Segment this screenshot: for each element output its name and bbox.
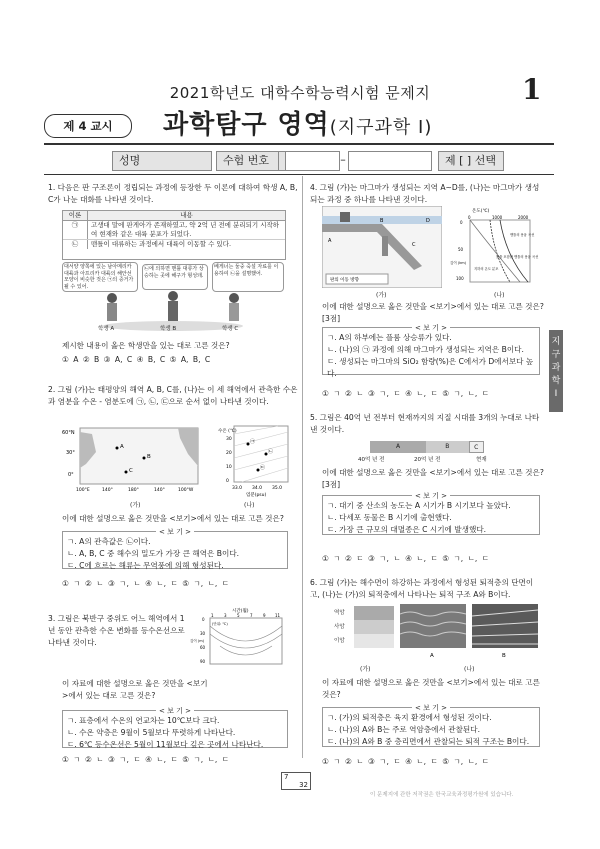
- q4-temp-1000: 1000: [492, 215, 503, 220]
- subject-main: 과학탐구 영역: [163, 110, 330, 140]
- q5-bogi-3: ㄷ. 가장 큰 규모의 대멸종은 C 시기에 발생했다.: [327, 525, 487, 534]
- q1-bubble-a: 대서양 양쪽에 있는 남아메리카 대륙과 아프리카 대륙의 해안선 모양이 비슷한 것은 ㉠의 증거가 될 수 있어.: [62, 262, 138, 292]
- q2-lon-1: 140°: [102, 488, 113, 493]
- q4-depth-50: 50: [458, 247, 464, 252]
- q1-row2-mark: ㉡: [63, 240, 88, 249]
- q4-caption-b: (나): [494, 292, 505, 299]
- q3-depth-0: 0: [202, 617, 205, 622]
- q6-layer-2: 사암: [334, 624, 345, 630]
- q4-bogi-label: < 보 기 >: [412, 324, 450, 332]
- q2-caption-a: (가): [130, 502, 141, 509]
- exam-number-label: 수험 번호: [216, 151, 286, 171]
- q4-bogi-1: ㄱ. A의 하부에는 플룸 상승류가 있다.: [327, 333, 452, 342]
- q5-time-bar: [370, 441, 484, 453]
- q2-ts-y-30: 30: [226, 437, 232, 442]
- exam-number-box-1[interactable]: [278, 151, 340, 171]
- q6-stem: 6. 그림 (가)는 해수면이 하강하는 과정에서 형성된 퇴적층의 단면이고, (나)는 (가)의 퇴적층에서 나타나는 퇴적 구조 A와 B이다.: [310, 578, 534, 599]
- q2-bogi-box: [62, 528, 288, 570]
- q2-bogi-1: ㄱ. A의 관측값은 ㉡이다.: [67, 537, 151, 546]
- q2-ts-x-35: 35.0: [272, 486, 283, 491]
- column-separator: [302, 176, 303, 758]
- q2-bogi-label: < 보 기 >: [156, 528, 194, 536]
- q4-depth-100: 100: [456, 276, 464, 281]
- q1-student-a: 학생 A: [98, 326, 115, 332]
- q2-ts-y-10: 10: [226, 465, 232, 470]
- q2-point-b: B: [147, 454, 151, 460]
- q6-structure-b: B: [502, 653, 506, 659]
- q5-tick-20: 20억 년 전: [414, 457, 441, 463]
- q5-bogi-box: [322, 492, 540, 535]
- q3-month-9: 9: [263, 613, 266, 618]
- copyright-notice: 이 문제지에 관한 저작권은 한국교육과정평가원에 있습니다.: [370, 792, 514, 798]
- q3-bogi-1: ㄱ. 표층에서 수온의 연교차는 10℃보다 크다.: [67, 716, 220, 725]
- namebar-rule: [44, 174, 554, 175]
- q5-question: 이에 대한 설명으로 옳은 것만을 <보기>에서 있는 대로 고른 것은? [3점]: [322, 468, 544, 489]
- q6-question: 이 자료에 대한 설명으로 옳은 것만을 <보기>에서 있는 대로 고른 것은?: [322, 678, 540, 699]
- q3-bogi-3: ㄷ. 6℃ 등수온선은 5월이 11월보다 깊은 곳에서 나타난다.: [67, 740, 264, 749]
- page-counter: [281, 772, 311, 790]
- q3-isotherm-graph: [190, 606, 290, 668]
- q6-bogi-3: ㄷ. (나)의 A와 B 중 층리면에서 관찰되는 퇴적 구조는 B이다.: [327, 737, 530, 746]
- choice-label: 제 [ ] 선택: [438, 151, 504, 171]
- q4-curve-3: 지하의 온도 분포: [474, 267, 499, 271]
- q2-ts-diagram: [218, 424, 294, 498]
- q4-curve-1: 맨틀의 용융 곡선: [510, 233, 535, 237]
- q3-month-1: 1: [211, 613, 214, 618]
- q6-fig-b-structures: [400, 604, 540, 660]
- q2-bogi-2: ㄴ. A, B, C 중 해수의 밀도가 가장 큰 해역은 B이다.: [67, 549, 240, 558]
- q1-stem: 1. 다음은 판 구조론이 정립되는 과정에 등장한 두 이론에 대하여 학생 A, B, C가 나눈 대화를 나타낸 것이다.: [48, 183, 298, 204]
- q3-depth-label: 깊이 (m): [190, 639, 205, 643]
- q1-table-head-content: 내용: [180, 211, 193, 219]
- q4-stem: 4. 그림 (가)는 마그마가 생성되는 지역 A~D를, (나)는 마그마가 생성되는 과정 중 하나를 나타낸 것이다.: [310, 183, 540, 204]
- q2-stem: 2. 그림 (가)는 태평양의 해역 A, B, C를, (나)는 이 세 해역에서 관측한 수온과 염분을 수온 - 염분도에 ㉠, ㉡, ㉢으로 순서 없이 나타낸 것이다.: [48, 385, 298, 406]
- q4-bogi-2: ㄴ. (나)의 ㉠ 과정에 의해 마그마가 생성되는 지역은 B이다.: [327, 345, 524, 354]
- q5-tick-now: 현재: [476, 457, 487, 463]
- session-badge: 제 4 교시: [44, 114, 132, 138]
- q2-ts-x-33: 33.0: [232, 486, 243, 491]
- q4-temp-0: 0: [468, 215, 471, 220]
- q2-ts-y-20: 20: [226, 451, 232, 456]
- q3-bogi-2: ㄴ. 수온 약층은 9월이 5월보다 뚜렷하게 나타난다.: [67, 728, 236, 737]
- q4-curve-2: 물을 포함한 맨틀의 용융 곡선: [496, 255, 539, 259]
- q2-ts-point-2: ㉡: [268, 449, 274, 455]
- q4-depth-label: 깊이 (km): [450, 261, 467, 265]
- q5-segment-a: A: [370, 441, 426, 453]
- q2-caption-b: (나): [244, 502, 255, 509]
- q4-bogi-3: ㄷ. 생성되는 마그마의 SiO₂ 함량(%)은 C에서가 D에서보다 높다.: [327, 357, 534, 378]
- exam-title: 2021학년도 대학수학능력시험 문제지: [169, 84, 431, 102]
- q1-row2-content: 맨틀이 대류하는 과정에서 대륙이 이동할 수 있다.: [91, 240, 232, 248]
- q6-bogi-1: ㄱ. (가)의 퇴적층은 육지 환경에서 형성된 것이다.: [327, 713, 492, 722]
- q2-pacific-map: [62, 424, 222, 494]
- q6-bogi-box: [322, 704, 540, 747]
- q2-ts-xlabel: 염분(psu): [246, 493, 267, 498]
- q1-student-b: 학생 B: [160, 326, 177, 332]
- q6-fig-a-layers: [334, 606, 394, 650]
- q5-tick-40: 40억 년 전: [358, 457, 385, 463]
- q4-point-d: D: [426, 218, 430, 224]
- q2-lon-3: 140°: [154, 488, 165, 493]
- q4-fig-a-subduction: [322, 206, 442, 288]
- q1-discussion-figure: [62, 262, 284, 332]
- q2-bogi-3: ㄷ. C에 흐르는 해류는 무역풍에 의해 형성된다.: [67, 561, 224, 570]
- q5-bogi-label: < 보 기 >: [412, 492, 450, 500]
- q2-ts-point-3: ㉢: [260, 465, 266, 471]
- q4-caption-a: (가): [376, 292, 387, 299]
- q5-bogi-2: ㄴ. 다세포 동물은 B 시기에 출현했다.: [327, 513, 452, 522]
- q4-temp-2000: 2000: [518, 215, 529, 220]
- q4-fig-b-melting-curves: [450, 206, 545, 288]
- subject-title: [163, 104, 432, 141]
- q6-caption-b: (나): [464, 666, 475, 673]
- q4-depth-0: 0: [460, 220, 463, 225]
- q2-options[interactable]: ① ㄱ ② ㄴ ③ ㄱ, ㄴ ④ ㄴ, ㄷ ⑤ ㄱ, ㄴ, ㄷ: [62, 579, 230, 588]
- q2-ts-ylabel: 수온 (℃): [218, 429, 237, 434]
- q2-point-c: C: [129, 468, 133, 474]
- q1-options[interactable]: ① A ② B ③ A, C ④ B, C ⑤ A, B, C: [62, 355, 211, 364]
- q6-bogi-label: < 보 기 >: [412, 704, 450, 712]
- q6-layer-1: 역암: [334, 610, 345, 616]
- q3-bogi-label: < 보 기 >: [156, 707, 194, 715]
- q3-graph-title: 시간(월): [232, 609, 249, 614]
- q1-bubble-b: ㉡에 의하면 맨틀 대류가 상승하는 곳에 해구가 형성돼.: [142, 264, 208, 290]
- q3-depth-90: 90: [200, 659, 206, 664]
- subject-sub: (지구과학 I): [329, 117, 433, 138]
- q2-ts-point-1: ㉠: [250, 439, 256, 445]
- q4-bogi-box: [322, 324, 540, 378]
- q2-ts-x-34: 34.0: [252, 486, 263, 491]
- q3-month-11: 11: [275, 613, 281, 618]
- q6-structure-a: A: [430, 653, 434, 659]
- q4-point-c: C: [412, 242, 416, 248]
- q5-segment-c: C: [469, 441, 484, 453]
- header-rule: [44, 143, 554, 145]
- q4-point-a: A: [328, 238, 332, 244]
- q4-question: 이에 대한 설명으로 옳은 것만을 <보기>에서 있는 대로 고른 것은? [3점]: [322, 302, 544, 323]
- q2-lon-4: 100°W: [178, 488, 194, 493]
- q3-month-3: 3: [224, 613, 227, 618]
- page-number: 1: [522, 73, 542, 106]
- q6-caption-a: (가): [360, 666, 371, 673]
- q2-ts-y-0: 0: [226, 479, 229, 484]
- q2-lat-60: 60°N: [62, 430, 75, 436]
- exam-number-box-2[interactable]: [348, 151, 432, 171]
- q4-fig-a-legend: 판의 이동 방향: [330, 278, 359, 283]
- q3-month-5: 5: [237, 613, 240, 618]
- page-counter-total: 32: [299, 781, 308, 789]
- q1-student-c: 학생 C: [222, 326, 239, 332]
- q3-question: 이 자료에 대한 설명으로 옳은 것만을 <보기>에서 있는 대로 고른 것은?: [62, 679, 208, 700]
- q1-row1-mark: ㉠: [63, 221, 88, 239]
- q6-bogi-2: ㄴ. (나)의 A와 B는 주로 역암층에서 관찰된다.: [327, 725, 481, 734]
- q3-depth-60: 60: [200, 645, 206, 650]
- q2-lat-30: 30°: [66, 450, 75, 456]
- q3-month-7: 7: [250, 613, 253, 618]
- q3-bogi-box: [62, 707, 288, 749]
- q3-stem: 3. 그림은 북반구 중위도 어느 해역에서 1년 동안 관측한 수온 변화를 등수온선으로 나타낸 것이다.: [48, 614, 185, 647]
- q3-options[interactable]: ① ㄱ ② ㄴ ③ ㄱ, ㄷ ④ ㄴ, ㄷ ⑤ ㄱ, ㄴ, ㄷ: [62, 755, 230, 764]
- q4-temp-label: 온도(℃): [472, 209, 490, 214]
- q1-table-head-theory: 이론: [63, 211, 88, 220]
- q3-depth-30: 30: [200, 631, 206, 636]
- q2-lat-0: 0°: [68, 472, 74, 478]
- q6-options[interactable]: ① ㄱ ② ㄴ ③ ㄱ, ㄷ ④ ㄴ, ㄷ ⑤ ㄱ, ㄴ, ㄷ: [322, 757, 490, 766]
- q2-question: 이에 대한 설명으로 옳은 것만을 <보기>에서 있는 대로 고른 것은?: [62, 514, 284, 523]
- q3-unit: (단위: ℃): [212, 622, 228, 626]
- q2-lon-0: 100°E: [76, 488, 90, 493]
- q1-bubble-c: 베게너는 둘중 죽설 자료를 이용하여 ㉡을 설명했어.: [212, 262, 284, 292]
- q5-options[interactable]: ① ㄱ ② ㄷ ③ ㄱ, ㄴ ④ ㄴ, ㄷ ⑤ ㄱ, ㄴ, ㄷ: [322, 554, 490, 563]
- q6-layer-3: 이암: [334, 638, 345, 644]
- exam-number-dash: –: [340, 153, 346, 166]
- q4-options[interactable]: ① ㄱ ② ㄴ ③ ㄱ, ㄷ ④ ㄴ, ㄷ ⑤ ㄱ, ㄴ, ㄷ: [322, 389, 490, 398]
- q1-row1-content: 고생대 말에 판게아가 존재하였고, 약 2억 년 전에 분리되기 시작하여 현재와 같은 대륙 분포가 되었다.: [91, 221, 280, 238]
- q2-point-a: A: [120, 444, 124, 450]
- q1-theory-table: [62, 210, 286, 260]
- q5-segment-b: B: [426, 441, 469, 453]
- page-counter-current: 7: [284, 773, 289, 781]
- q4-point-b: B: [380, 218, 384, 224]
- q5-bogi-1: ㄱ. 대기 중 산소의 농도는 A 시기가 B 시기보다 높았다.: [327, 501, 511, 510]
- q1-question: 제시한 내용이 옳은 학생만을 있는 대로 고른 것은?: [62, 341, 230, 350]
- name-label: 성명: [112, 151, 212, 171]
- q2-lon-2: 180°: [128, 488, 139, 493]
- q5-stem: 5. 그림은 40억 년 전부터 현재까지의 지질 시대를 3개의 누대로 나타낸 것이다.: [310, 413, 540, 434]
- subject-side-tab: 지구과학 I: [549, 330, 563, 412]
